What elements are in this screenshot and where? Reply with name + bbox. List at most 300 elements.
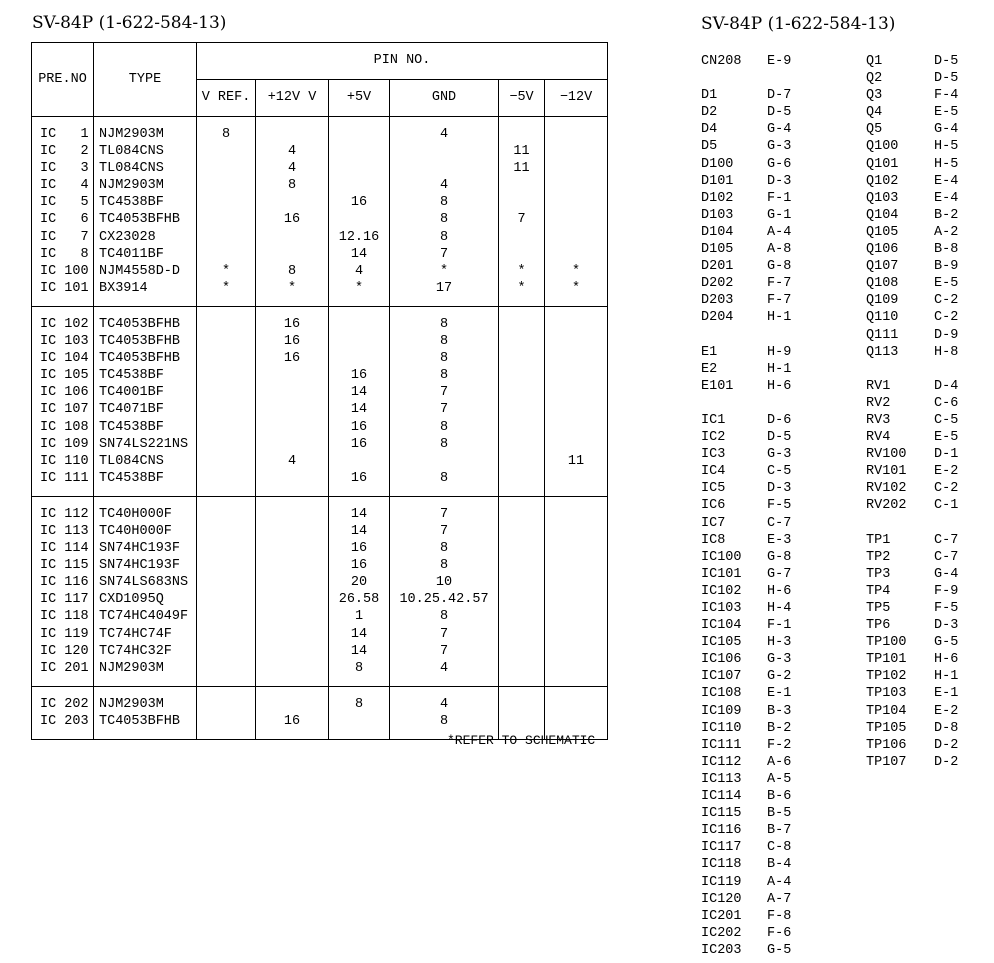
index-location: D-5 bbox=[934, 71, 959, 87]
index-location: C-1 bbox=[934, 498, 959, 514]
table-cell-value: 7 bbox=[517, 212, 526, 228]
table-cell-value bbox=[545, 350, 607, 367]
index-ref: RV101 bbox=[866, 464, 907, 480]
header-pre-no: PRE.NO bbox=[32, 43, 94, 117]
table-cell-value bbox=[197, 316, 255, 333]
table-cell-value bbox=[197, 229, 255, 246]
table-cell-value: 8 bbox=[439, 195, 449, 211]
index-location: D-5 bbox=[767, 430, 792, 446]
table-cell-value bbox=[197, 350, 255, 367]
index-entry bbox=[701, 908, 791, 925]
index-entry bbox=[866, 121, 958, 138]
table-cell-value: TC4538BF bbox=[99, 419, 164, 435]
table-cell-value: IC 6 bbox=[40, 212, 89, 228]
table-cell-value: 8 bbox=[439, 334, 449, 350]
table-cell-value: 16 bbox=[350, 436, 368, 452]
table-cell-value bbox=[545, 333, 607, 350]
table-cell-value bbox=[256, 470, 328, 487]
table-cell-value bbox=[329, 713, 389, 730]
table-cell-value bbox=[197, 540, 255, 557]
index-ref: TP107 bbox=[866, 754, 907, 770]
table-cell-value bbox=[545, 540, 607, 557]
index-location: E-2 bbox=[934, 703, 959, 719]
table-cell-value bbox=[256, 523, 328, 540]
index-ref: IC117 bbox=[701, 840, 742, 856]
page-title-right: SV-84P (1-622-584-13) bbox=[701, 14, 896, 34]
table-cell-value: 4 bbox=[287, 453, 297, 469]
type-cell bbox=[94, 306, 197, 496]
index-spacer bbox=[701, 70, 791, 87]
index-ref: IC119 bbox=[701, 874, 742, 890]
index-ref: TP101 bbox=[866, 652, 907, 668]
index-ref: IC111 bbox=[701, 737, 742, 753]
table-cell-value: 14 bbox=[350, 246, 368, 262]
minus-5v-cell bbox=[499, 686, 545, 739]
index-ref: Q3 bbox=[866, 88, 883, 104]
index-entry bbox=[701, 224, 791, 241]
index-entry bbox=[866, 327, 958, 344]
table-cell-value bbox=[545, 211, 607, 228]
table-row-group bbox=[32, 496, 608, 686]
index-entry bbox=[701, 822, 791, 839]
index-spacer bbox=[701, 327, 791, 344]
table-cell-value bbox=[256, 436, 328, 453]
index-entry bbox=[701, 651, 791, 668]
table-cell-value: 16 bbox=[350, 470, 368, 486]
table-cell-value bbox=[545, 626, 607, 643]
table-cell-value: TC4001BF bbox=[99, 385, 164, 401]
index-ref: IC2 bbox=[701, 430, 726, 446]
index-location: B-9 bbox=[934, 259, 959, 275]
index-entry bbox=[701, 549, 791, 566]
index-location: H-4 bbox=[767, 601, 792, 616]
index-entry bbox=[866, 617, 958, 634]
table-cell-value bbox=[499, 626, 544, 643]
table-cell-value: 16 bbox=[350, 195, 368, 211]
index-location: G-1 bbox=[767, 207, 792, 223]
index-ref: Q107 bbox=[866, 259, 899, 275]
table-cell-value bbox=[329, 126, 389, 143]
table-cell-value: 12.16 bbox=[338, 229, 380, 245]
index-location: E-5 bbox=[934, 276, 959, 292]
table-cell-value: 7 bbox=[439, 523, 449, 539]
table-cell-value bbox=[499, 384, 544, 401]
index-location: B-7 bbox=[767, 823, 792, 839]
index-ref: TP3 bbox=[866, 566, 891, 582]
index-entry bbox=[866, 737, 958, 754]
table-cell-value: IC 103 bbox=[40, 334, 89, 350]
table-cell-value: TL084CNS bbox=[99, 144, 164, 160]
index-location: B-2 bbox=[767, 720, 792, 736]
index-location: D-9 bbox=[934, 327, 959, 343]
index-ref: IC118 bbox=[701, 857, 742, 873]
index-location: B-4 bbox=[767, 857, 792, 873]
index-ref: IC115 bbox=[701, 806, 742, 822]
index-location: F-5 bbox=[934, 601, 959, 616]
index-entry bbox=[866, 446, 958, 463]
table-cell-value: BX3914 bbox=[99, 280, 148, 296]
table-cell-value: * bbox=[571, 280, 581, 296]
index-entry bbox=[866, 549, 958, 566]
table-cell-value: 16 bbox=[283, 316, 301, 332]
index-location: F-7 bbox=[767, 276, 792, 292]
index-entry bbox=[701, 925, 791, 942]
index-ref: IC108 bbox=[701, 686, 742, 702]
table-cell-value: 4 bbox=[354, 263, 364, 279]
index-location: F-2 bbox=[767, 737, 792, 753]
table-cell-value bbox=[329, 333, 389, 350]
table-cell-value bbox=[545, 143, 607, 160]
table-cell-value: IC 102 bbox=[40, 316, 89, 332]
table-cell-value bbox=[256, 696, 328, 713]
index-ref: TP106 bbox=[866, 737, 907, 753]
index-ref: IC116 bbox=[701, 823, 742, 839]
index-entry bbox=[701, 446, 791, 463]
table-cell-value: IC 113 bbox=[40, 523, 89, 539]
index-entry bbox=[866, 532, 958, 549]
plus-12v-cell bbox=[256, 117, 329, 307]
table-cell-value: 8 bbox=[354, 660, 364, 676]
index-entry bbox=[701, 532, 791, 549]
table-cell-value: IC 118 bbox=[40, 609, 89, 625]
index-entry bbox=[866, 754, 958, 771]
table-cell-value: 17 bbox=[435, 280, 453, 296]
index-location: G-7 bbox=[767, 566, 792, 582]
table-cell-value bbox=[390, 160, 498, 177]
table-cell-value: IC 202 bbox=[40, 696, 89, 712]
index-location: G-4 bbox=[767, 122, 792, 138]
table-cell-value bbox=[197, 643, 255, 660]
table-cell-value: * bbox=[439, 263, 449, 279]
index-entry bbox=[866, 480, 958, 497]
index-entry bbox=[701, 104, 791, 121]
table-cell-value: TC40H000F bbox=[99, 523, 172, 539]
index-ref: D105 bbox=[701, 242, 734, 258]
table-cell-value: 14 bbox=[350, 385, 368, 401]
table-cell-value bbox=[256, 557, 328, 574]
index-location: C-5 bbox=[934, 412, 959, 428]
index-location: A-8 bbox=[767, 242, 792, 258]
table-cell-value bbox=[197, 160, 255, 177]
index-ref: Q108 bbox=[866, 276, 899, 292]
table-cell-value: TC4538BF bbox=[99, 195, 164, 211]
plus-5v-cell bbox=[329, 686, 390, 739]
table-cell-value bbox=[545, 506, 607, 523]
index-ref: IC120 bbox=[701, 891, 742, 907]
table-cell-value: 8 bbox=[287, 178, 297, 194]
index-location: E-2 bbox=[934, 464, 959, 480]
table-cell-value: NJM2903M bbox=[99, 696, 164, 712]
table-cell-value bbox=[499, 246, 544, 263]
index-location: G-8 bbox=[767, 259, 792, 275]
table-cell-value bbox=[499, 316, 544, 333]
index-location: B-3 bbox=[767, 703, 792, 719]
table-cell-value bbox=[390, 453, 498, 470]
index-ref: RV202 bbox=[866, 498, 907, 514]
index-ref: Q111 bbox=[866, 327, 899, 343]
table-cell-value bbox=[197, 419, 255, 436]
index-entry bbox=[701, 190, 791, 207]
table-cell-value bbox=[197, 660, 255, 677]
index-location: F-8 bbox=[767, 908, 792, 924]
index-ref: IC3 bbox=[701, 447, 726, 463]
index-ref: RV4 bbox=[866, 430, 891, 446]
table-cell-value: TC4053BFHB bbox=[99, 334, 181, 350]
index-ref: IC114 bbox=[701, 789, 742, 805]
vref-cell bbox=[197, 117, 256, 307]
table-cell-value bbox=[545, 384, 607, 401]
index-location: A-2 bbox=[934, 224, 959, 240]
table-cell-value bbox=[545, 574, 607, 591]
table-cell-value bbox=[256, 660, 328, 677]
table-cell-value bbox=[197, 211, 255, 228]
table-cell-value bbox=[499, 436, 544, 453]
index-ref: E2 bbox=[701, 361, 718, 377]
minus-12v-cell bbox=[545, 686, 608, 739]
index-ref: IC113 bbox=[701, 771, 742, 787]
table-cell-value bbox=[545, 608, 607, 625]
table-cell-value: TL084CNS bbox=[99, 161, 164, 177]
table-cell-value bbox=[545, 160, 607, 177]
index-ref: Q4 bbox=[866, 105, 883, 121]
index-entry bbox=[701, 173, 791, 190]
index-entry bbox=[701, 121, 791, 138]
index-ref: TP6 bbox=[866, 618, 891, 634]
index-ref: RV1 bbox=[866, 378, 891, 394]
index-entry bbox=[701, 942, 791, 959]
schematic-note: *REFER TO SCHEMATIC bbox=[447, 733, 596, 748]
table-cell-value bbox=[197, 177, 255, 194]
index-ref: Q101 bbox=[866, 156, 899, 172]
index-location: G-3 bbox=[767, 139, 792, 155]
index-entry bbox=[866, 292, 958, 309]
index-ref: TP4 bbox=[866, 583, 891, 599]
index-ref: D1 bbox=[701, 88, 718, 104]
index-location: H-3 bbox=[767, 635, 792, 651]
index-entry bbox=[866, 87, 958, 104]
table-cell-value bbox=[499, 470, 544, 487]
index-location: D-6 bbox=[767, 412, 792, 428]
table-cell-value: IC 8 bbox=[40, 246, 89, 262]
index-entry bbox=[866, 241, 958, 258]
table-cell-value bbox=[197, 506, 255, 523]
index-ref: Q109 bbox=[866, 293, 899, 309]
table-cell-value bbox=[499, 419, 544, 436]
index-location: G-5 bbox=[934, 635, 959, 651]
table-cell-value: TC4053BFHB bbox=[99, 351, 181, 367]
index-ref: TP103 bbox=[866, 686, 907, 702]
table-cell-value: 8 bbox=[439, 609, 449, 625]
index-ref: E101 bbox=[701, 378, 734, 394]
table-cell-value: 7 bbox=[439, 385, 449, 401]
index-entry bbox=[701, 600, 791, 617]
index-entry bbox=[701, 53, 791, 70]
index-ref: Q103 bbox=[866, 190, 899, 206]
table-cell-value: 11 bbox=[567, 453, 585, 469]
table-cell-value: IC 201 bbox=[40, 660, 89, 676]
index-entry bbox=[701, 497, 791, 514]
table-cell-value: 16 bbox=[283, 713, 301, 729]
table-cell-value: 16 bbox=[350, 419, 368, 435]
table-cell-value: IC 116 bbox=[40, 575, 89, 591]
table-cell-value: 11 bbox=[513, 144, 530, 160]
table-cell-value bbox=[197, 143, 255, 160]
table-cell-value: 4 bbox=[439, 660, 449, 676]
table-row-group bbox=[32, 117, 608, 307]
pre-no-cell bbox=[32, 306, 94, 496]
table-cell-value bbox=[329, 316, 389, 333]
table-cell-value: IC 107 bbox=[40, 402, 89, 418]
index-location: E-4 bbox=[934, 173, 959, 189]
table-cell-value: TC4538BF bbox=[99, 470, 164, 486]
table-cell-value bbox=[256, 608, 328, 625]
index-ref: TP105 bbox=[866, 720, 907, 736]
table-cell-value bbox=[499, 574, 544, 591]
table-cell-value bbox=[545, 367, 607, 384]
table-cell-value bbox=[197, 696, 255, 713]
index-location: C-7 bbox=[934, 549, 959, 565]
table-cell-value bbox=[499, 696, 544, 713]
index-entry bbox=[701, 685, 791, 702]
index-entry bbox=[701, 720, 791, 737]
table-cell-value: 14 bbox=[350, 402, 368, 418]
header-gnd: GND bbox=[390, 80, 499, 117]
index-entry bbox=[866, 258, 958, 275]
table-cell-value: IC 104 bbox=[40, 351, 89, 367]
index-ref: CN208 bbox=[701, 54, 742, 69]
table-cell-value: IC 114 bbox=[40, 541, 89, 557]
table-cell-value bbox=[256, 126, 328, 143]
table-cell-value bbox=[545, 696, 607, 713]
table-cell-value: 4 bbox=[439, 696, 449, 712]
index-entry bbox=[701, 87, 791, 104]
index-entry bbox=[866, 207, 958, 224]
index-ref: IC201 bbox=[701, 908, 742, 924]
index-entry bbox=[701, 429, 791, 446]
table-cell-value bbox=[545, 470, 607, 487]
table-cell-value: 14 bbox=[350, 506, 368, 522]
table-cell-value: IC 5 bbox=[40, 195, 89, 211]
index-location: G-4 bbox=[934, 122, 959, 138]
index-location: F-1 bbox=[767, 190, 792, 206]
table-cell-value: 8 bbox=[439, 351, 449, 367]
header-type: TYPE bbox=[94, 43, 197, 117]
index-location: H-8 bbox=[934, 344, 959, 360]
table-cell-value: * bbox=[287, 280, 297, 296]
table-cell-value: SN74HC193F bbox=[99, 541, 181, 557]
index-location: D-1 bbox=[934, 447, 959, 463]
index-ref: Q113 bbox=[866, 344, 899, 360]
index-entry bbox=[701, 241, 791, 258]
table-cell-value: 16 bbox=[350, 558, 368, 574]
pre-no-cell bbox=[32, 496, 94, 686]
index-ref: Q104 bbox=[866, 207, 899, 223]
table-cell-value bbox=[256, 384, 328, 401]
table-cell-value bbox=[499, 608, 544, 625]
index-location: C-2 bbox=[934, 310, 959, 326]
table-cell-value bbox=[329, 453, 389, 470]
index-ref: D102 bbox=[701, 190, 734, 206]
index-entry bbox=[701, 412, 791, 429]
type-cell bbox=[94, 686, 197, 739]
table-cell-value bbox=[499, 194, 544, 211]
index-location: G-5 bbox=[767, 942, 792, 958]
table-cell-value: IC 105 bbox=[40, 368, 89, 384]
table-cell-value: TC74HC32F bbox=[99, 643, 172, 659]
index-location: G-3 bbox=[767, 447, 792, 463]
table-cell-value bbox=[499, 643, 544, 660]
index-location: D-2 bbox=[934, 754, 959, 770]
table-cell-value bbox=[545, 126, 607, 143]
table-cell-value: TL084CNS bbox=[99, 453, 164, 469]
table-cell-value bbox=[256, 506, 328, 523]
index-entry bbox=[866, 53, 958, 70]
type-cell bbox=[94, 117, 197, 307]
table-cell-value bbox=[197, 523, 255, 540]
table-cell-value bbox=[256, 643, 328, 660]
table-cell-value: SN74LS683NS bbox=[99, 575, 189, 591]
table-cell-value: * bbox=[517, 280, 526, 296]
table-cell-value: TC4053BFHB bbox=[99, 212, 181, 228]
table-cell-value bbox=[256, 419, 328, 436]
table-cell-value bbox=[329, 143, 389, 160]
table-cell-value: 8 bbox=[439, 368, 449, 384]
index-location: G-4 bbox=[934, 566, 959, 582]
table-cell-value: IC 111 bbox=[40, 470, 89, 486]
table-cell-value: 8 bbox=[439, 713, 449, 729]
index-ref: IC100 bbox=[701, 549, 742, 565]
table-cell-value: IC 108 bbox=[40, 419, 89, 435]
table-cell-value: IC 120 bbox=[40, 643, 89, 659]
table-cell-value: 8 bbox=[439, 541, 449, 557]
index-location: A-4 bbox=[767, 224, 792, 240]
table-cell-value: IC 117 bbox=[40, 592, 89, 608]
index-entry bbox=[701, 839, 791, 856]
index-location: A-4 bbox=[767, 874, 792, 890]
index-ref: IC8 bbox=[701, 532, 726, 548]
header-plus-5v: +5V bbox=[329, 80, 390, 117]
table-cell-value: 16 bbox=[350, 541, 368, 557]
index-location: A-6 bbox=[767, 754, 792, 770]
index-ref: IC4 bbox=[701, 464, 726, 480]
table-cell-value: TC74HC74F bbox=[99, 626, 172, 642]
index-ref: TP2 bbox=[866, 549, 891, 565]
table-cell-value: IC 1 bbox=[40, 127, 89, 142]
index-entry bbox=[866, 395, 958, 412]
location-index-column-2 bbox=[866, 53, 958, 771]
index-ref: IC112 bbox=[701, 754, 742, 770]
index-ref: IC109 bbox=[701, 703, 742, 719]
pre-no-cell bbox=[32, 117, 94, 307]
index-entry bbox=[866, 173, 958, 190]
table-cell-value bbox=[499, 229, 544, 246]
table-cell-value: 8 bbox=[439, 470, 449, 486]
index-entry bbox=[701, 566, 791, 583]
index-location: E-1 bbox=[767, 686, 792, 702]
table-cell-value: IC 2 bbox=[40, 144, 89, 160]
index-spacer bbox=[866, 361, 958, 378]
index-entry bbox=[701, 156, 791, 173]
index-ref: D202 bbox=[701, 276, 734, 292]
table-cell-value bbox=[329, 177, 389, 194]
table-cell-value: TC74HC4049F bbox=[99, 609, 189, 625]
index-location: H-6 bbox=[934, 652, 959, 668]
index-entry bbox=[866, 70, 958, 87]
index-ref: RV2 bbox=[866, 395, 891, 411]
table-cell-value: 4 bbox=[439, 127, 449, 142]
minus-12v-cell bbox=[545, 496, 608, 686]
index-entry bbox=[866, 668, 958, 685]
